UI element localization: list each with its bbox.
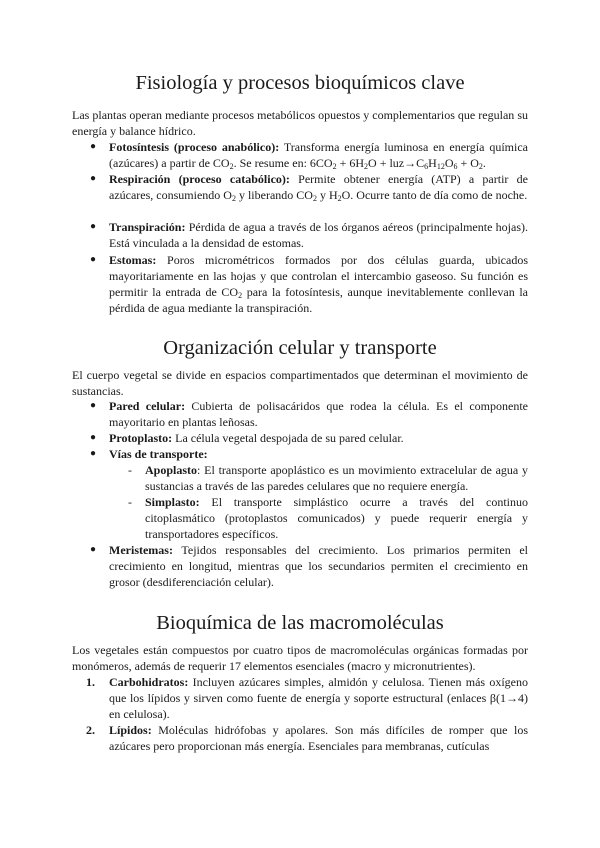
section-heading-fisiologia: Fisiología y procesos bioquímicos clave bbox=[135, 72, 465, 94]
item-term: Vías de transporte: bbox=[109, 447, 208, 461]
list-number: 1. bbox=[86, 675, 95, 689]
item-term: Fotosíntesis (proceso anabólico): bbox=[109, 140, 280, 154]
list-item-pared-celular: Pared celular: Cubierta de polisacáridos que rodea la célula. Es el componente mayoritario en plantas leñosas. bbox=[109, 399, 528, 429]
list-item-carbohidratos: Carbohidratos: Incluyen azúcares simples, almidón y celulosa. Tienen más oxígeno que los lípidos y sirven como fuente de energía y soporte estructural (enlaces β(1→4) en celulosa). bbox=[109, 675, 528, 721]
bullet-icon: ● bbox=[90, 173, 97, 184]
item-term: Carbohidratos: bbox=[109, 675, 189, 689]
list-item-estomas: Estomas: Poros micrométricos formados por dos células guarda, ubicados mayoritariamente en las hojas y que controlan el intercambio gaseoso. Su función es permitir la entrada de $CO_2$ para la fotosíntesis, aunque inevitablemente conllevan la pérdida de agua mediante la transpiración. bbox=[109, 253, 528, 315]
section-intro: Los vegetales están compuestos por cuatro tipos de macromoléculas orgánicas formadas por monómeros, además de requerir 17 elementos esenciales (macro y micronutrientes). bbox=[72, 643, 528, 673]
bullet-icon: ● bbox=[90, 254, 97, 265]
list-item-lipidos: Lípidos: Moléculas hidrófobas y apolares. Son más difíciles de romper que los azúcares pero proporcionan más energía. Esenciales para membranas, cutículas bbox=[109, 723, 528, 753]
dash-marker: - bbox=[128, 463, 132, 477]
bullet-icon: ● bbox=[90, 432, 97, 443]
bullet-icon: ● bbox=[90, 448, 97, 459]
list-number: 2. bbox=[86, 723, 95, 737]
item-term: Respiración (proceso catabólico): bbox=[109, 172, 290, 186]
sublist-item-simplasto: Simplasto: El transporte simplástico ocurre a través del continuo citoplasmático (protoplastos comunicados) y puede requerir energía y transportadores específicos. bbox=[145, 495, 528, 541]
item-term: Meristemas: bbox=[109, 543, 173, 557]
item-term: Lípidos: bbox=[109, 723, 152, 737]
section-intro: El cuerpo vegetal se divide en espacios compartimentados que determinan el movimiento de sustancias. bbox=[72, 368, 528, 398]
section-heading-bioquimica: Bioquímica de las macromoléculas bbox=[156, 612, 444, 634]
item-term: Protoplasto: bbox=[109, 431, 173, 445]
bullet-icon: ● bbox=[90, 141, 97, 152]
item-term: Apoplasto bbox=[145, 463, 198, 477]
item-term: Transpiración: bbox=[109, 220, 186, 234]
bullet-icon: ● bbox=[90, 544, 97, 555]
list-item-transpiracion: Transpiración: Pérdida de agua a través de los órganos aéreos (principalmente hojas). Está vinculada a la densidad de estomas. bbox=[109, 220, 528, 250]
list-item-protoplasto: Protoplasto: La célula vegetal despojada de su pared celular. bbox=[109, 431, 404, 445]
sublist-item-apoplasto: Apoplasto: El transporte apoplástico es un movimiento extracelular de agua y sustancias a través de las paredes celulares que no requiere energía. bbox=[145, 463, 528, 493]
dash-marker: - bbox=[128, 495, 132, 509]
section-intro: Las plantas operan mediante procesos metabólicos opuestos y complementarios que regulan su energía y balance hídrico. bbox=[72, 108, 528, 138]
list-item-vias-transporte bbox=[109, 446, 528, 462]
item-term: Estomas: bbox=[109, 253, 157, 267]
item-term: Pared celular: bbox=[109, 399, 186, 413]
section-heading-organizacion: Organización celular y transporte bbox=[163, 337, 437, 359]
list-item-meristemas: Meristemas: Tejidos responsables del crecimiento. Los primarios permiten el crecimiento en longitud, mientras que los secundarios permiten el crecimiento en grosor (desdiferenciación celular). bbox=[109, 543, 528, 589]
bullet-icon: ● bbox=[90, 400, 97, 411]
item-term: Simplasto: bbox=[145, 495, 200, 509]
list-item-fotosintesis: Fotosíntesis (proceso anabólico): Transforma energía luminosa en energía química (azúcares) a partir de $CO_2$. Se resume en: $6CO_2 + 6H_2O + luz\to C_6H_{12}O_6 + O_2$. bbox=[109, 140, 528, 171]
bullet-icon: ● bbox=[90, 221, 97, 232]
list-item-respiracion: Respiración (proceso catabólico): Permite obtener energía (ATP) a partir de azúcares, consumiendo $O_2$ y liberando $CO_2$ y $H_2O$. Ocurre tanto de día como de noche. bbox=[109, 172, 528, 203]
